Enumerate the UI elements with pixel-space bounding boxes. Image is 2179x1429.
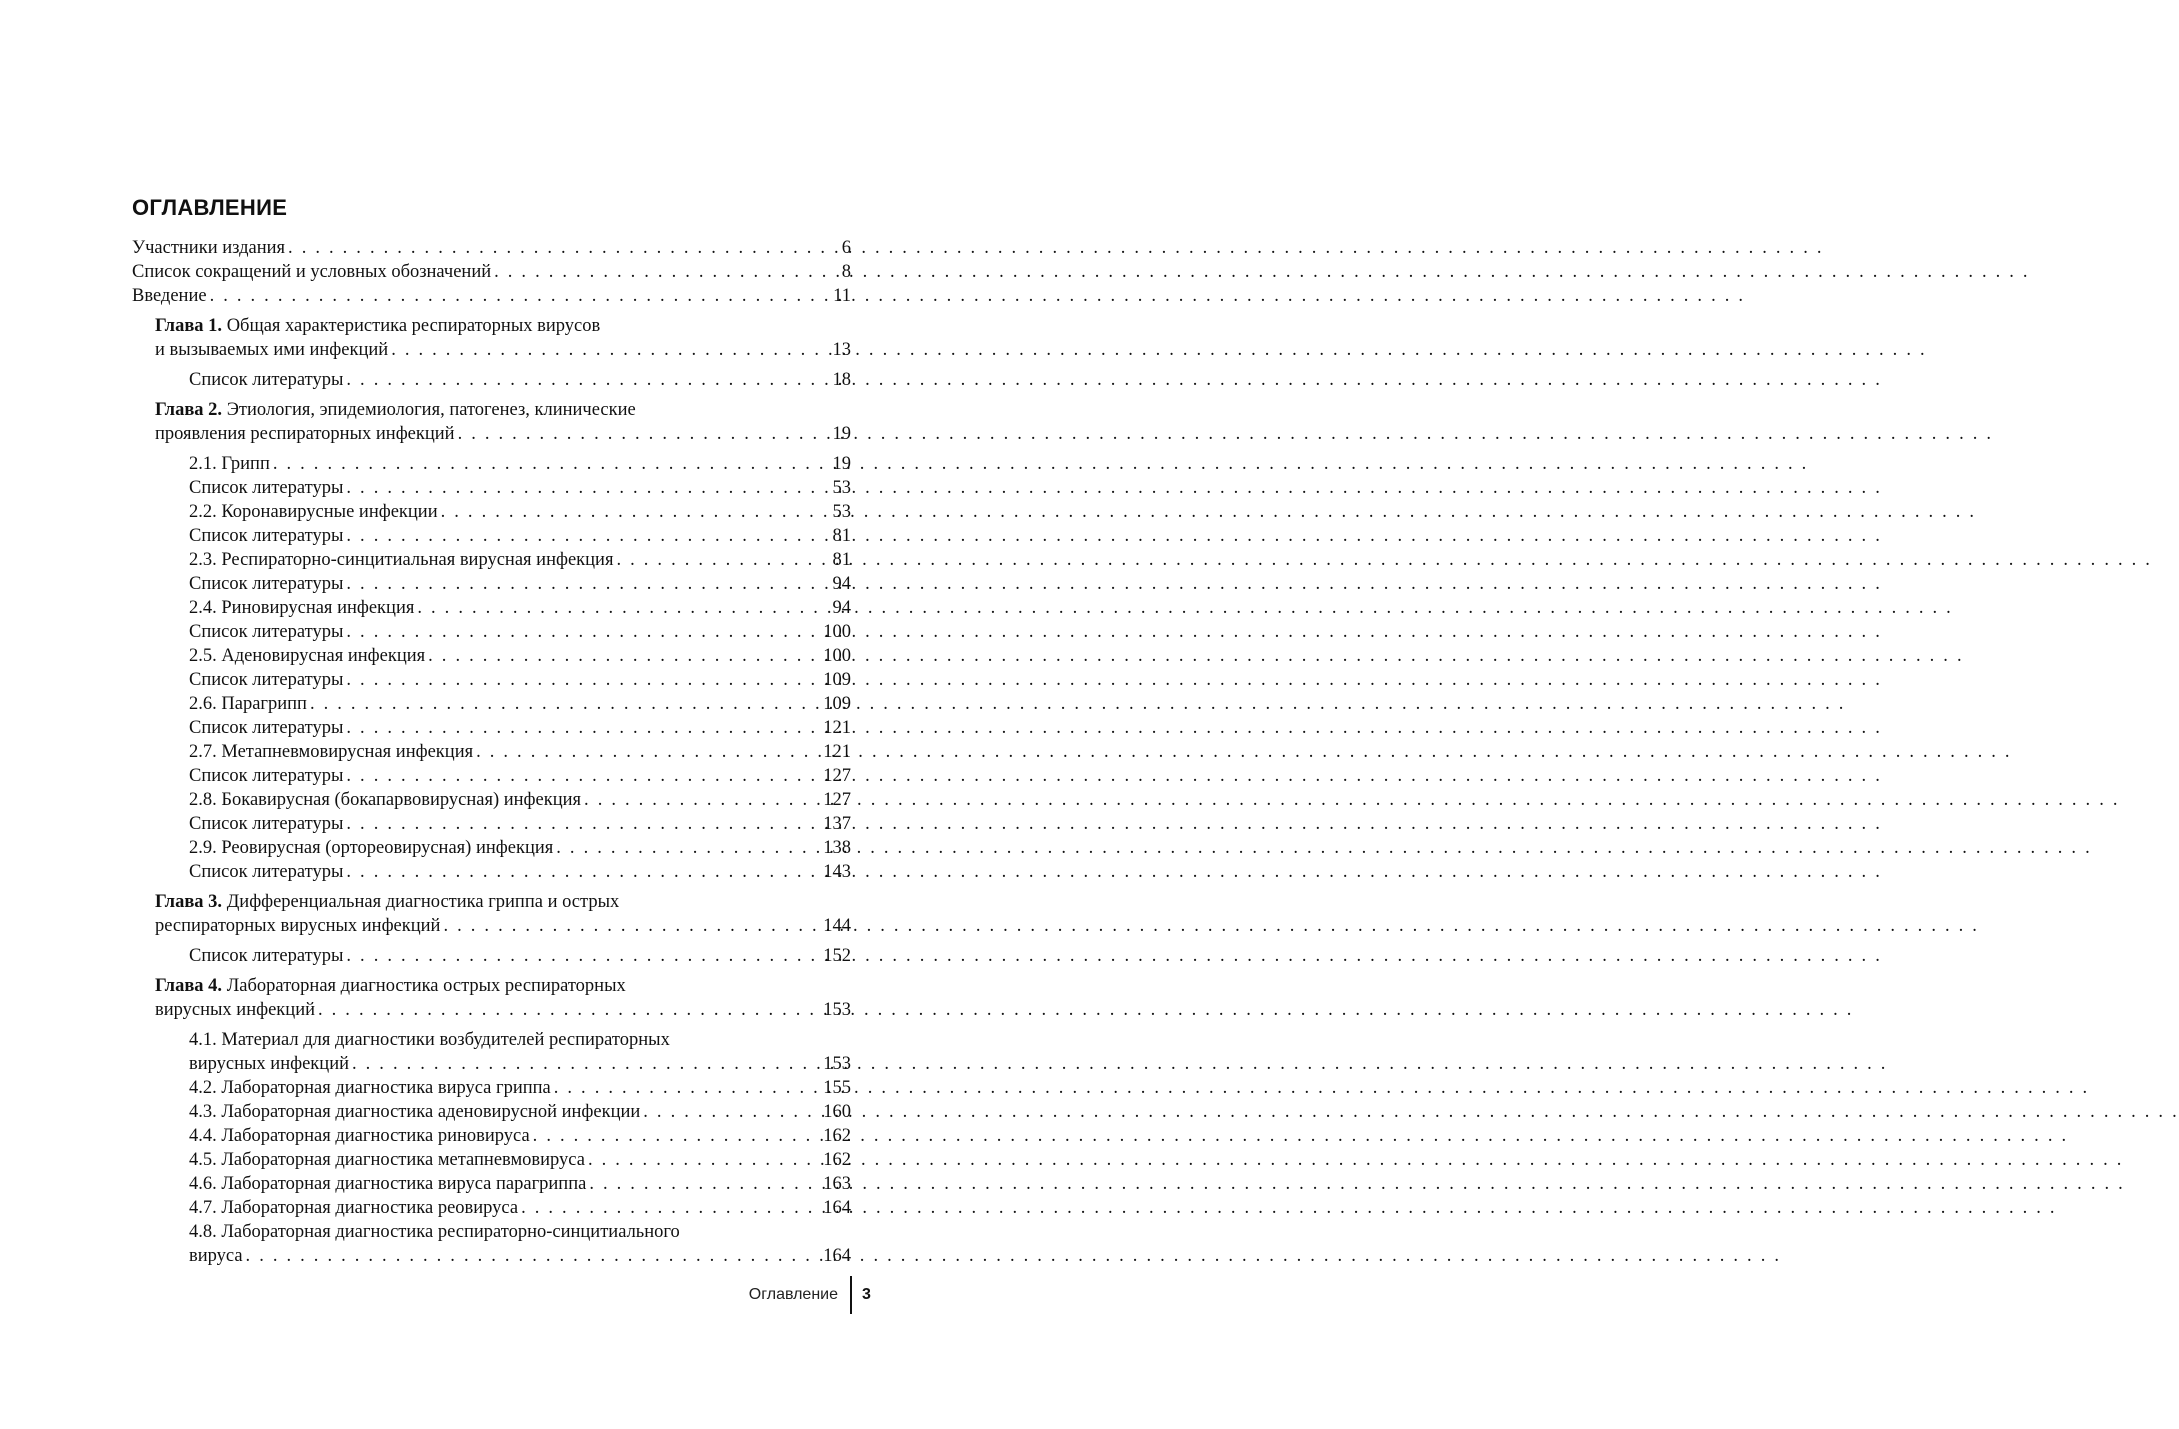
toc-entry-title-line [155,890,619,914]
toc-entry[interactable] [189,620,851,644]
toc-entry-title: 4.7. Лабораторная диагностика реовируса [189,1198,519,1218]
toc-entry-title: 2.5. Аденовирусная инфекция [189,646,426,666]
toc-entry[interactable] [189,716,851,740]
toc-page-number: 19 [832,424,851,444]
toc-entry[interactable] [155,914,851,938]
toc-page-number: 121 [823,742,851,762]
toc-entry[interactable] [189,836,851,860]
toc-page-number: 144 [823,916,851,936]
footer-section-label: Оглавление [748,1286,838,1303]
toc-entry[interactable] [189,1076,851,1100]
toc-entry-title: 2.4. Риновирусная инфекция [189,598,415,618]
dot-leader [346,524,829,548]
toc-page-number: 153 [823,1054,851,1074]
toc-page-number: 81 [832,550,851,570]
toc-entry-title-line [155,974,626,998]
dot-leader [346,476,829,500]
toc-entry-title-line [155,314,600,338]
dot-leader [584,788,820,812]
dot-leader [346,944,820,968]
toc-entry-title-continuation: проявления респираторных инфекций [155,424,455,444]
dot-leader [210,284,831,308]
dot-leader [443,914,820,938]
toc-entry-title-continuation: вирусных инфекций [155,1000,315,1020]
toc-entry-title: Введение [132,286,207,306]
toc-entry-title: Список литературы [189,478,344,498]
toc-entry[interactable] [155,338,851,362]
toc-page-number: 81 [832,526,851,546]
toc-entry-title: 2.9. Реовирусная (ортореовирусная) инфекция [189,838,554,858]
toc-page-number: 109 [823,694,851,714]
toc-entry-title: Общая характеристика респираторных вирусов [226,316,601,336]
toc-entry[interactable] [189,500,851,524]
dot-leader [616,548,829,572]
toc-entry[interactable] [132,284,851,308]
toc-page-number: 138 [823,838,851,858]
toc-entry-title: 4.6. Лабораторная диагностика вируса парагриппа [189,1174,587,1194]
footer-divider [850,1276,852,1314]
toc-entry[interactable] [132,236,851,260]
toc-entry[interactable] [189,644,851,668]
dot-leader [346,620,820,644]
toc-entry[interactable] [189,452,851,476]
toc-page-number: 137 [823,814,851,834]
toc-entry-title: 4.3. Лабораторная диагностика аденовирусной инфекции [189,1102,641,1122]
toc-entry[interactable] [189,1172,851,1196]
toc-entry-title: Список литературы [189,670,344,690]
toc-page-number: 53 [832,502,851,522]
dot-leader [441,500,830,524]
dot-leader [346,764,820,788]
dot-leader [417,596,829,620]
dot-leader [589,1172,820,1196]
dot-leader [588,1148,820,1172]
dot-leader [288,236,839,260]
dot-leader [521,1196,820,1220]
dot-leader [310,692,820,716]
toc-entry[interactable] [189,788,851,812]
toc-entry[interactable] [189,740,851,764]
dot-leader [494,260,839,284]
dot-leader [346,716,820,740]
toc-entry[interactable] [189,1124,851,1148]
toc-entry-title: Список литературы [189,766,344,786]
toc-entry[interactable] [189,524,851,548]
dot-leader [458,422,830,446]
toc-page-number: 162 [823,1150,851,1170]
toc-entry-title-continuation: вирусных инфекций [189,1054,349,1074]
toc-entry-title: 4.2. Лабораторная диагностика вируса гриппа [189,1078,551,1098]
toc-entry-title: Список сокращений и условных обозначений [132,262,492,282]
toc-entry[interactable] [189,596,851,620]
toc-page-number: 18 [832,370,851,390]
dot-leader [554,1076,821,1100]
toc-page-number: 94 [832,598,851,618]
toc-page-number: 127 [823,790,851,810]
toc-page-number: 153 [823,1000,851,1020]
toc-entry-title: Участники издания [132,238,286,258]
toc-entry[interactable] [155,998,851,1022]
toc-page-number: 162 [823,1126,851,1146]
toc-entry[interactable] [189,476,851,500]
toc-page-number: 164 [823,1246,851,1266]
toc-page-number: 100 [823,622,851,642]
dot-leader [476,740,820,764]
toc-entry-title: Список литературы [189,526,344,546]
toc-page-number: 155 [823,1078,851,1098]
toc-page-number: 6 [841,238,851,258]
toc-entry-title: 2.3. Респираторно-синцитиальная вирусная инфекция [189,550,614,570]
toc-entry[interactable] [132,260,851,284]
toc-page-number: 127 [823,766,851,786]
toc-entry[interactable] [189,1148,851,1172]
toc-entry-title-continuation: вируса [189,1246,243,1266]
dot-leader [556,836,820,860]
toc-entry[interactable] [189,1196,851,1220]
toc-entry-title: 2.1. Грипп [189,454,270,474]
toc-page-number: 94 [832,574,851,594]
dot-leader [352,1052,820,1076]
toc-entry[interactable] [155,422,851,446]
toc-page-number: 8 [841,262,851,282]
dot-leader [346,812,820,836]
page-title: ОГЛАВЛЕНИЕ [132,195,288,220]
dot-leader [318,998,820,1022]
toc-page-number: 160 [823,1102,851,1122]
toc-entry[interactable] [189,944,851,968]
toc-page-number: 19 [832,454,851,474]
toc-entry-title: 2.2. Коронавирусные инфекции [189,502,438,522]
dot-leader [346,860,820,884]
toc-entry-title: Этиология, эпидемиология, патогенез, клинические [226,400,636,420]
toc-entry[interactable] [189,548,851,572]
toc-page-number: 164 [823,1198,851,1218]
toc-page-number: 109 [823,670,851,690]
toc-page-number: 143 [823,862,851,882]
toc-entry-title-line [155,398,636,422]
toc-page-number: 11 [833,286,851,306]
toc-entry[interactable] [189,1244,851,1268]
toc-entry-title: 4.5. Лабораторная диагностика метапневмовируса [189,1150,585,1170]
chapter-label: Глава 4. [155,976,223,996]
dot-leader [391,338,829,362]
toc-entry-title: Список литературы [189,622,344,642]
toc-entry-title: Список литературы [189,946,344,966]
toc-entry[interactable] [189,764,851,788]
toc-page-number: 53 [832,478,851,498]
toc-page-number: 100 [823,646,851,666]
dot-leader [246,1244,821,1268]
toc-entry-title: Лабораторная диагностика острых респираторных [226,976,626,996]
dot-leader [273,452,830,476]
dot-leader [533,1124,821,1148]
dot-leader [346,572,829,596]
toc-entry-title: 4.4. Лабораторная диагностика риновируса [189,1126,530,1146]
toc-entry-title-line [189,1028,670,1052]
dot-leader [428,644,820,668]
toc-entry-title: Дифференциальная диагностика гриппа и острых [226,892,620,912]
toc-entry-title: 2.7. Метапневмовирусная инфекция [189,742,474,762]
toc-entry-title-continuation: респираторных вирусных инфекций [155,916,441,936]
chapter-label: Глава 1. [155,316,223,336]
toc-entry[interactable] [189,812,851,836]
toc-entry[interactable] [189,692,851,716]
toc-page-number: 163 [823,1174,851,1194]
toc-entry-title: Список литературы [189,814,344,834]
toc-entry-title: 2.8. Бокавирусная (бокапарвовирусная) инфекция [189,790,582,810]
toc-entry-title: 4.8. Лабораторная диагностика респираторно-синцитиального [189,1222,680,1242]
page-number: 3 [862,1286,871,1303]
toc-page-number: 121 [823,718,851,738]
toc-entry-title: 2.6. Парагрипп [189,694,307,714]
toc-entry-title: Список литературы [189,862,344,882]
toc-entry-title: Список литературы [189,574,344,594]
chapter-label: Глава 3. [155,892,223,912]
toc-entry-title-continuation: и вызываемых ими инфекций [155,340,389,360]
dot-leader [643,1100,820,1124]
chapter-label: Глава 2. [155,400,223,420]
toc-entry[interactable] [189,1052,851,1076]
dot-leader [346,668,820,692]
toc-entry[interactable] [189,572,851,596]
toc-page-number: 152 [823,946,851,966]
toc-entry-title-line [189,1220,680,1244]
toc-entry-title: 4.1. Материал для диагностики возбудителей респираторных [189,1030,670,1050]
toc-entry[interactable] [189,668,851,692]
toc-entry[interactable] [189,860,851,884]
toc-entry-title: Список литературы [189,370,344,390]
toc-page-number: 13 [832,340,851,360]
toc-entry[interactable] [189,368,851,392]
toc-entry-title: Список литературы [189,718,344,738]
toc-entry[interactable] [189,1100,851,1124]
dot-leader [346,368,829,392]
